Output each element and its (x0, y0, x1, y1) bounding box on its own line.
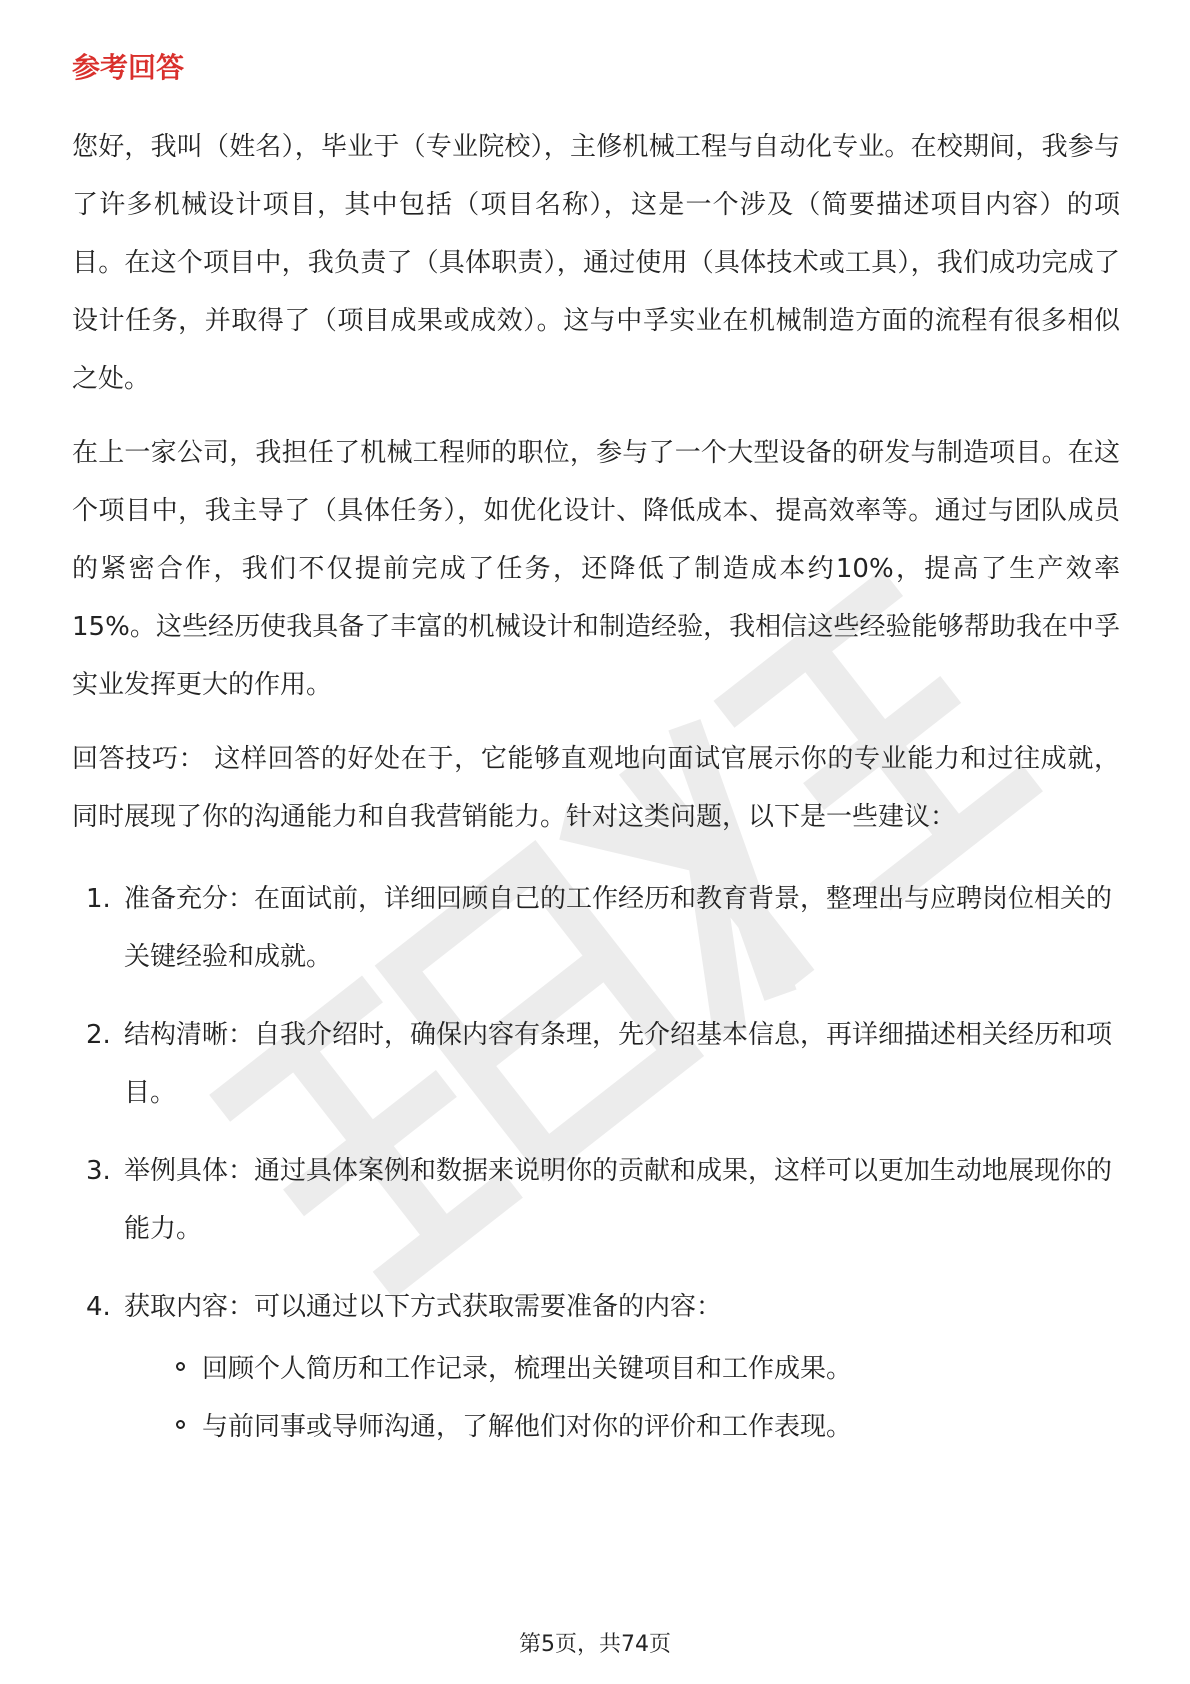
sub-list (124, 1340, 1120, 1456)
list-item-text: 结构清晰：自我介绍时，确保内容有条理，先介绍基本信息，再详细描述相关经历和项目。 (124, 1020, 1113, 1108)
list-item-text: 举例具体：通过具体案例和数据来说明你的贡献和成果，这样可以更加生动地展现你的能力。 (124, 1156, 1113, 1244)
suggestion-list (72, 870, 1120, 1456)
section-title: 参考回答 (72, 51, 185, 84)
list-item-number: 3. (86, 1156, 111, 1186)
sub-list-item (176, 1398, 1120, 1456)
list-item-number: 1. (86, 884, 111, 914)
sub-list-item-text: 与前同事或导师沟通，了解他们对你的评价和工作表现。 (202, 1412, 853, 1442)
paragraph-intro: 您好，我叫（姓名），毕业于（专业院校），主修机械工程与自动化专业。在校期间，我参与了许多机械设计项目，其中包括（项目名称），这是一个涉及（简要描述项目内容）的项目。在这个项目中，我负责了（具体职责），通过使用（具体技术或工具），我们成功完成了设计任务，并取得了（项目成果或成效）。这与中孚实业在机械制造方面的流程有很多相似之处。 (72, 132, 1120, 394)
list-item (72, 1006, 1120, 1122)
list-item-text: 获取内容：可以通过以下方式获取需要准备的内容： (124, 1292, 723, 1322)
content-body (72, 118, 1120, 1476)
list-item (72, 1278, 1120, 1456)
paragraph-experience: 在上一家公司，我担任了机械工程师的职位，参与了一个大型设备的研发与制造项目。在这个项目中，我主导了（具体任务），如优化设计、降低成本、提高效率等。通过与团队成员的紧密合作，我们不仅提前完成了任务，还降低了制造成本约10%，提高了生产效率15%。这些经历使我具备了丰富的机械设计和制造经验，我相信这些经验能够帮助我在中孚实业发挥更大的作用。 (72, 438, 1120, 700)
list-item-number: 4. (86, 1292, 111, 1322)
sub-list-item-text: 回顾个人简历和工作记录，梳理出关键项目和工作成果。 (202, 1354, 853, 1384)
list-item (72, 1142, 1120, 1258)
page-number-footer: 第5页，共74页 (519, 1632, 671, 1657)
list-item-text: 准备充分：在面试前，详细回顾自己的工作经历和教育背景，整理出与应聘岗位相关的关键经验和成就。 (124, 884, 1113, 972)
circle-bullet-icon (176, 1362, 185, 1371)
list-item (72, 870, 1120, 986)
answer-tips: 回答技巧： 这样回答的好处在于，它能够直观地向面试官展示你的专业能力和过往成就，同时展现了你的沟通能力和自我营销能力。针对这类问题，以下是一些建议： (72, 744, 1120, 832)
list-item-number: 2. (86, 1020, 111, 1050)
circle-bullet-icon (176, 1420, 185, 1429)
sub-list-item (176, 1340, 1120, 1398)
